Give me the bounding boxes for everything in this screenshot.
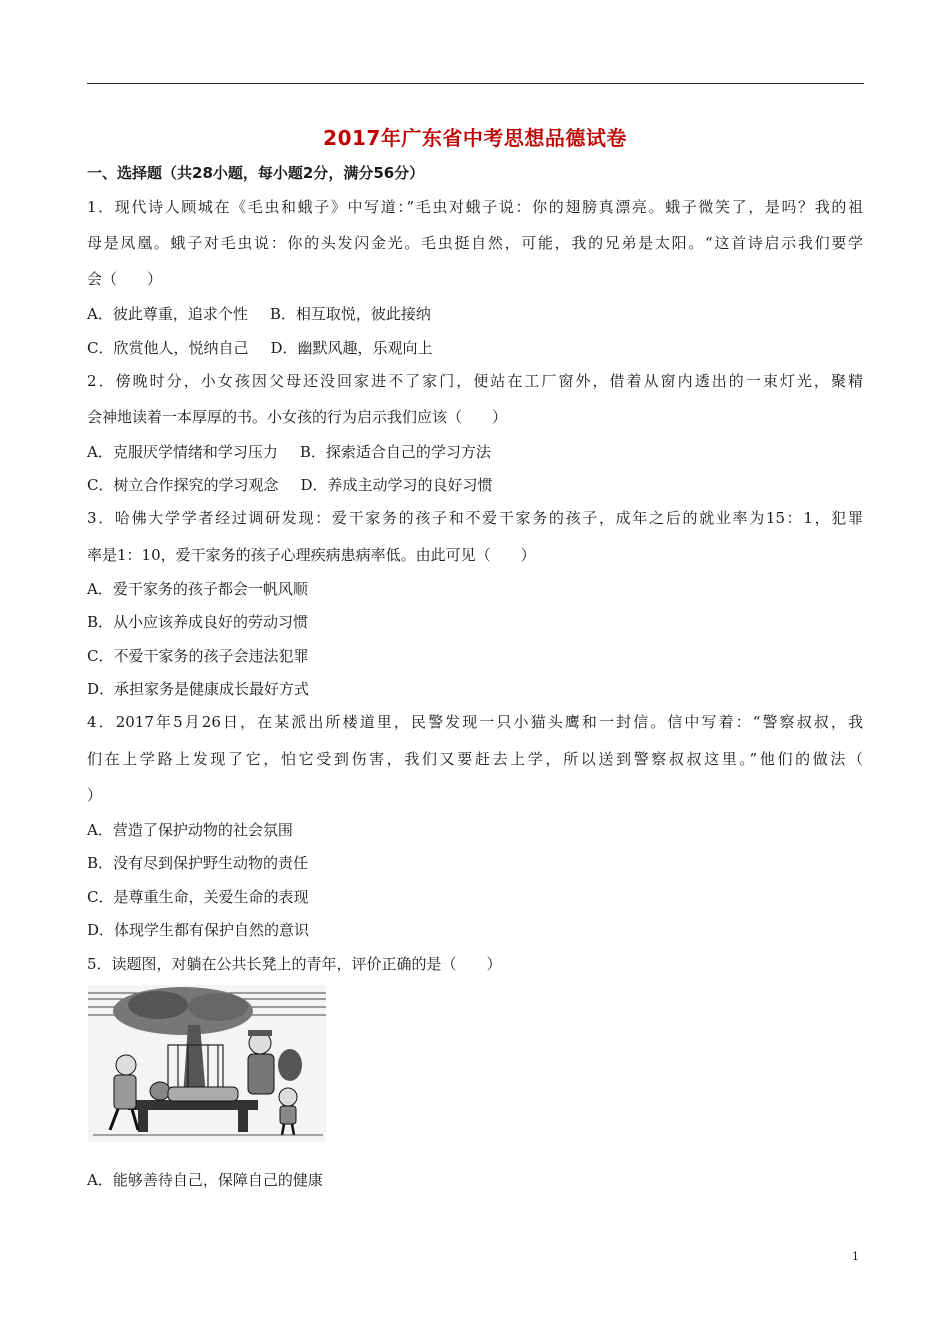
q4-stem-line1: 4．2017年5月26日，在某派出所楼道里，民警发现一只小猫头鹰和一封信。信中写着：“警察叔叔，我 bbox=[87, 713, 863, 731]
q2-stem-line2: 会神地读着一本厚厚的书。小女孩的行为启示我们应该（ ） bbox=[87, 408, 508, 426]
q3-option-d: D．承担家务是健康成长最好方式 bbox=[87, 680, 310, 698]
q1-options-cd bbox=[87, 337, 433, 358]
q5-option-a: A．能够善待自己，保障自己的健康 bbox=[87, 1171, 323, 1189]
q4-option-d: D．体现学生都有保护自然的意识 bbox=[87, 921, 310, 939]
page-title: 2017年广东省中考思想品德试卷 bbox=[323, 126, 627, 150]
section-heading: 一、选择题（共28小题，每小题2分，满分56分） bbox=[87, 164, 425, 182]
q1-stem-line1: 1．现代诗人顾城在《毛虫和蛾子》中写道：”毛虫对蛾子说：你的翅膀真漂亮。蛾子微笑了，是吗？我的祖 bbox=[87, 198, 863, 216]
q4-option-b: B．没有尽到保护野生动物的责任 bbox=[87, 854, 309, 872]
page-number: 1 bbox=[852, 1250, 859, 1263]
cartoon-illustration bbox=[88, 985, 326, 1142]
q1-option-d: D．幽默风趣，乐观向上 bbox=[270, 339, 433, 357]
q2-stem-line1: 2．傍晚时分，小女孩因父母还没回家进不了家门，便站在工厂窗外，借着从窗内透出的一束灯光，聚精 bbox=[87, 372, 863, 390]
q1-stem-line2: 母是凤凰。蛾子对毛虫说：你的头发闪金光。毛虫挺自然，可能，我的兄弟是太阳。“这首诗启示我们要学 bbox=[87, 234, 863, 252]
q3-stem-line1: 3．哈佛大学学者经过调研发现：爱干家务的孩子和不爱干家务的孩子，成年之后的就业率为15：1，犯罪 bbox=[87, 509, 863, 527]
header-rule bbox=[87, 83, 864, 84]
q4-stem-line3: ） bbox=[87, 786, 103, 804]
q3-option-b: B．从小应该养成良好的劳动习惯 bbox=[87, 613, 309, 631]
q1-option-c: C．欣赏他人，悦纳自己 bbox=[87, 339, 249, 357]
q5-stem-line1: 5．读题图，对躺在公共长凳上的青年，评价正确的是（ ） bbox=[87, 955, 502, 973]
q2-option-c: C．树立合作探究的学习观念 bbox=[87, 476, 279, 494]
q3-stem-line2: 率是1：10，爱干家务的孩子心理疾病患病率低。由此可见（ ） bbox=[87, 546, 536, 564]
q3-option-c: C．不爱干家务的孩子会违法犯罪 bbox=[87, 647, 309, 665]
q2-option-a: A．克服厌学情绪和学习压力 bbox=[87, 443, 278, 461]
q3-option-a: A．爱干家务的孩子都会一帆风顺 bbox=[87, 580, 308, 598]
q1-options-ab bbox=[87, 303, 431, 324]
q2-options-cd bbox=[87, 474, 493, 495]
q2-options-ab bbox=[87, 441, 491, 462]
q2-option-b: B．探索适合自己的学习方法 bbox=[299, 443, 491, 461]
q2-option-d: D．养成主动学习的良好习惯 bbox=[300, 476, 493, 494]
q4-stem-line2: 们在上学路上发现了它，怕它受到伤害，我们又要赶去上学，所以送到警察叔叔这里。”他们的做法（ bbox=[87, 750, 863, 768]
q1-option-b: B．相互取悦，彼此接纳 bbox=[269, 305, 431, 323]
q1-option-a: A．彼此尊重，追求个性 bbox=[87, 305, 248, 323]
q4-option-a: A．营造了保护动物的社会氛围 bbox=[87, 821, 293, 839]
q1-stem-line3: 会（ ） bbox=[87, 270, 163, 288]
q4-option-c: C．是尊重生命，关爱生命的表现 bbox=[87, 888, 309, 906]
